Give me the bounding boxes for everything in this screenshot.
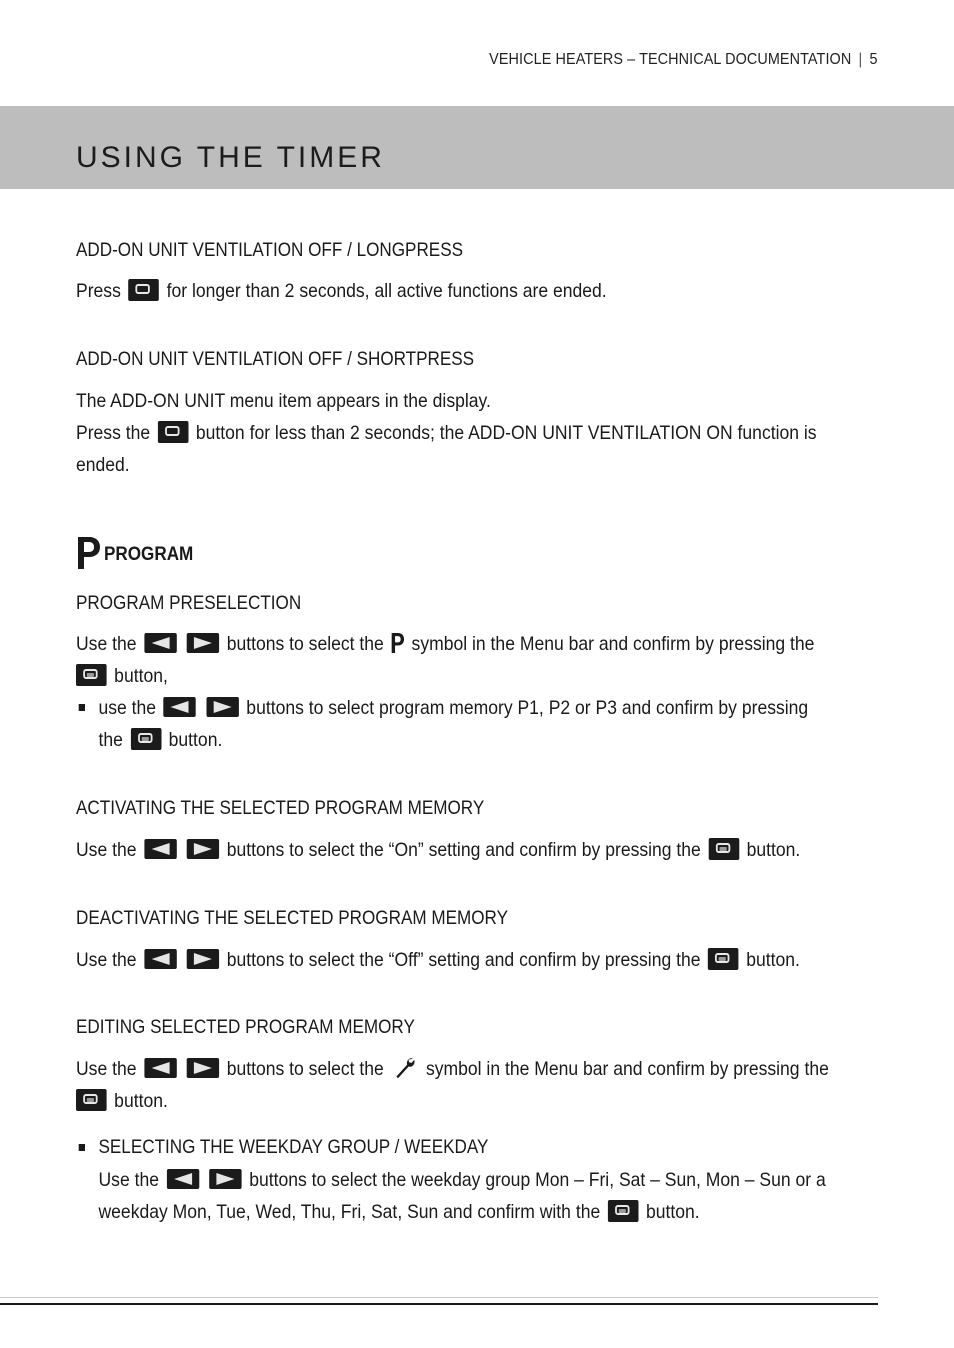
- text-fragment: button.: [746, 839, 801, 861]
- program-p-icon: [390, 633, 404, 653]
- section-heading-activating: ACTIVATING THE SELECTED PROGRAM MEMORY: [76, 798, 485, 819]
- text-line: [76, 275, 796, 307]
- left-arrow-button-icon: [144, 633, 176, 653]
- text-line: [76, 660, 796, 692]
- title-band: [0, 106, 954, 189]
- left-arrow-button-icon: [144, 949, 176, 969]
- right-arrow-button-icon: [187, 1058, 219, 1078]
- text-line: [76, 944, 800, 976]
- text-fragment: buttons to select the: [226, 633, 384, 655]
- text-fragment: button,: [114, 665, 168, 687]
- ok-button-icon: [708, 838, 739, 860]
- list-item-continuation: [76, 1164, 826, 1196]
- text-fragment: weekday Mon, Tue, Wed, Thu, Fri, Sat, Sun and confirm with the: [98, 1201, 601, 1223]
- text-fragment: buttons to select program memory P1, P2 or P3 and confirm by pressing: [246, 697, 809, 719]
- text-fragment: SELECTING THE WEEKDAY GROUP / WEEKDAY: [98, 1137, 489, 1158]
- text-fragment: Use the: [76, 1058, 137, 1080]
- program-label: PROGRAM: [104, 544, 194, 565]
- preselection-paragraph: [76, 628, 815, 756]
- left-arrow-button-icon: [167, 1169, 199, 1189]
- ok-button-icon: [708, 948, 739, 970]
- ok-button-icon: [76, 664, 107, 686]
- running-header: [490, 51, 878, 69]
- text-fragment: button.: [114, 1090, 168, 1112]
- footer-rule-thick: [0, 1303, 878, 1305]
- ok-button-icon: [128, 279, 159, 301]
- text-line: [76, 1053, 829, 1085]
- page-number: 5: [869, 51, 878, 68]
- text-line: The ADD-ON UNIT menu item appears in the display.: [76, 390, 491, 412]
- weekday-list-item: [76, 1132, 826, 1228]
- footer-rule-thin: [0, 1297, 878, 1298]
- program-p-icon: [76, 537, 100, 569]
- right-arrow-button-icon: [187, 633, 219, 653]
- shortpress-paragraph: [76, 385, 817, 481]
- section-heading-preselection: PROGRAM PRESELECTION: [76, 593, 302, 614]
- text-line: [76, 628, 815, 660]
- text-fragment: button for less than 2 seconds; the ADD-ON UNIT VENTILATION ON function is: [195, 422, 817, 444]
- text-line: [76, 1085, 796, 1117]
- text-fragment: for longer than 2 seconds, all active functions are ended.: [166, 280, 607, 302]
- list-item-continuation: [76, 1196, 796, 1228]
- text-fragment: symbol in the Menu bar and confirm by pressing the: [425, 1058, 829, 1080]
- left-arrow-button-icon: [164, 697, 196, 717]
- section-heading-deactivating: DEACTIVATING THE SELECTED PROGRAM MEMORY: [76, 908, 508, 929]
- longpress-paragraph: [76, 275, 796, 307]
- right-arrow-button-icon: [187, 949, 219, 969]
- text-fragment: buttons to select the weekday group Mon – Fri, Sat – Sun, Mon – Sun or a: [249, 1169, 826, 1191]
- right-arrow-button-icon: [187, 839, 219, 859]
- right-arrow-button-icon: [209, 1169, 241, 1189]
- page-title: USING THE TIMER: [76, 141, 385, 174]
- text-fragment: Press the: [76, 422, 151, 444]
- text-fragment: button.: [168, 729, 223, 751]
- text-fragment: Use the: [98, 1169, 159, 1191]
- text-fragment: buttons to select the “Off” setting and confirm by pressing the: [226, 949, 701, 971]
- bullet-marker: [79, 1144, 85, 1151]
- program-heading: [76, 537, 203, 569]
- editing-paragraph: [76, 1053, 829, 1117]
- document-title: VEHICLE HEATERS – TECHNICAL DOCUMENTATION: [489, 51, 852, 68]
- wrench-icon: [394, 1055, 416, 1079]
- text-fragment: the: [98, 729, 123, 751]
- text-fragment: Use the: [76, 633, 137, 655]
- deactivating-paragraph: [76, 944, 800, 976]
- text-fragment: buttons to select the: [226, 1058, 384, 1080]
- ok-button-icon: [608, 1200, 639, 1222]
- list-item-continuation: [76, 724, 796, 756]
- ok-button-icon: [158, 421, 189, 443]
- activating-paragraph: [76, 834, 801, 866]
- right-arrow-button-icon: [206, 697, 238, 717]
- text-fragment: symbol in the Menu bar and confirm by pressing the: [411, 633, 815, 655]
- text-fragment: button.: [645, 1201, 700, 1223]
- section-heading-shortpress: ADD-ON UNIT VENTILATION OFF / SHORTPRESS: [76, 349, 475, 370]
- text-line: [76, 834, 801, 866]
- text-fragment: Use the: [76, 949, 137, 971]
- list-item: [76, 692, 809, 724]
- section-heading-editing: EDITING SELECTED PROGRAM MEMORY: [76, 1017, 415, 1038]
- text-line: ended.: [76, 454, 130, 476]
- text-fragment: buttons to select the “On” setting and confirm by pressing the: [226, 839, 701, 861]
- bullet-marker: [79, 704, 85, 711]
- left-arrow-button-icon: [144, 1058, 176, 1078]
- list-item: [76, 1132, 796, 1164]
- ok-button-icon: [76, 1089, 107, 1111]
- text-fragment: button.: [746, 949, 800, 971]
- text-fragment: Use the: [76, 839, 137, 861]
- text-fragment: Press: [76, 280, 121, 302]
- header-separator: |: [858, 51, 863, 68]
- text-line: [76, 417, 817, 449]
- text-fragment: use the: [98, 697, 157, 719]
- left-arrow-button-icon: [144, 839, 176, 859]
- section-heading-longpress: ADD-ON UNIT VENTILATION OFF / LONGPRESS: [76, 240, 464, 261]
- ok-button-icon: [130, 728, 161, 750]
